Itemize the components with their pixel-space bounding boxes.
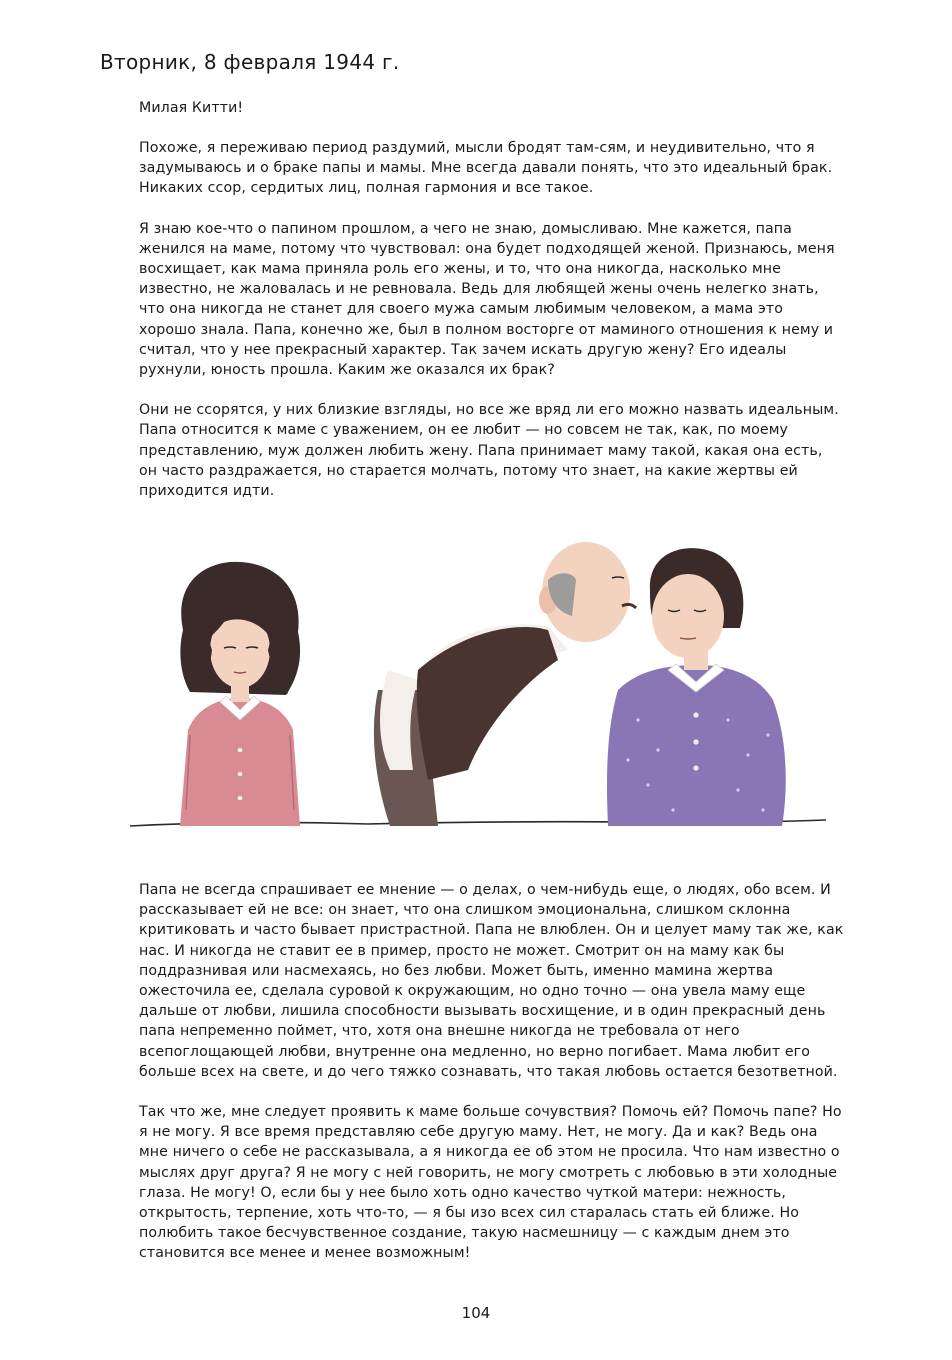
paragraph: Они не ссорятся, у них близкие взгляды, но все же вряд ли его можно назвать идеальным. Папа относится к маме с уважением, он ее любит — но совсем не так, как, по моему представлению, муж должен любить жену. Папа принимает маму такой, какая она есть, он часто раздражается, но старается молчать, потому что знает, на какие жертвы ей приходится идти. [139, 402, 839, 500]
page-number: 104 [461, 1304, 491, 1322]
text-block-top [139, 138, 844, 521]
diary-entry-date: Вторник, 8 февраля 1944 г. [100, 50, 400, 74]
mother-figure [607, 548, 786, 826]
paragraph: Так что же, мне следует проявить к маме больше сочувствия? Помочь ей? Помочь папе? Но я не могу. Я все время представляю себе другую маму. Нет, не могу. Да и как? Ведь она мне ничего о себе не рассказывала, а я никогда ее об этом не просила. Что нам известно о мыслях друг друга? Я не могу с ней говорить, не могу смотреть с любовью в эти холодные глаза. Не могу! О, если бы у нее было хоть одно качество чуткой матери: нежность, открытость, терпение, хоть что-то, — я бы изо всех сил старалась стать ей ближе. Но полюбить такое бесчувственное создание, такую насмешницу — с каждым днем это становится все менее и менее возможным! [139, 1104, 842, 1262]
father-figure [374, 542, 636, 826]
family-illustration [128, 520, 828, 840]
salutation: Милая Китти! [139, 100, 244, 116]
text-block-bottom [139, 880, 844, 1284]
paragraph: Я знаю кое-что о папином прошлом, а чего не знаю, домысливаю. Мне кажется, папа женился на маме, потому что чувствовал: она будет подходящей женой. Признаюсь, меня восхищает, как мама приняла роль его жены, и то, что она никогда, насколько мне известно, не жаловалась и не ревновала. Ведь для любящей жены очень нелегко знать, что она никогда не станет для своего мужа самым любимым человеком, а мама это хорошо знала. Папа, конечно же, был в полном восторге от маминого отношения к нему и считал, что у нее прекрасный характер. Так зачем искать другую жену? Его идеалы рухнули, юность прошла. Каким же оказался их брак? [139, 220, 835, 379]
paragraph: Похоже, я переживаю период раздумий, мысли бродят там-сям, и неудивительно, что я задумываюсь и о браке папы и мамы. Мне всегда давали понять, что это идеальный брак. Никаких ссор, сердитых лиц, полная гармония и все такое. [139, 140, 833, 197]
anne-figure [180, 562, 300, 826]
paragraph: Папа не всегда спрашивает ее мнение — о делах, о чем-нибудь еще, о людях, обо всем. И рассказывает ей не все: он знает, что она слишком эмоциональна, слишком склонна критиковать и часто бывает пристрастной. Папа не влюблен. Он и целует маму так же, как нас. И никогда не ставит ее в пример, просто не может. Смотрит он на маму как бы поддразнивая или насмехаясь, но без любви. Может быть, именно мамина жертва ожесточила ее, сделала суровой к окружающим, но одно точно — она увела маму еще дальше от любви, лишила способности вызывать восхищение, и в один прекрасный день папа непременно поймет, что, хотя она внешне никогда не требовала от него всепоглощающей любви, внутренне она медленно, но верно погибает. Мама любит его больше всех на свете, и до чего тяжко сознавать, что такая любовь остается безответной. [139, 882, 844, 1080]
